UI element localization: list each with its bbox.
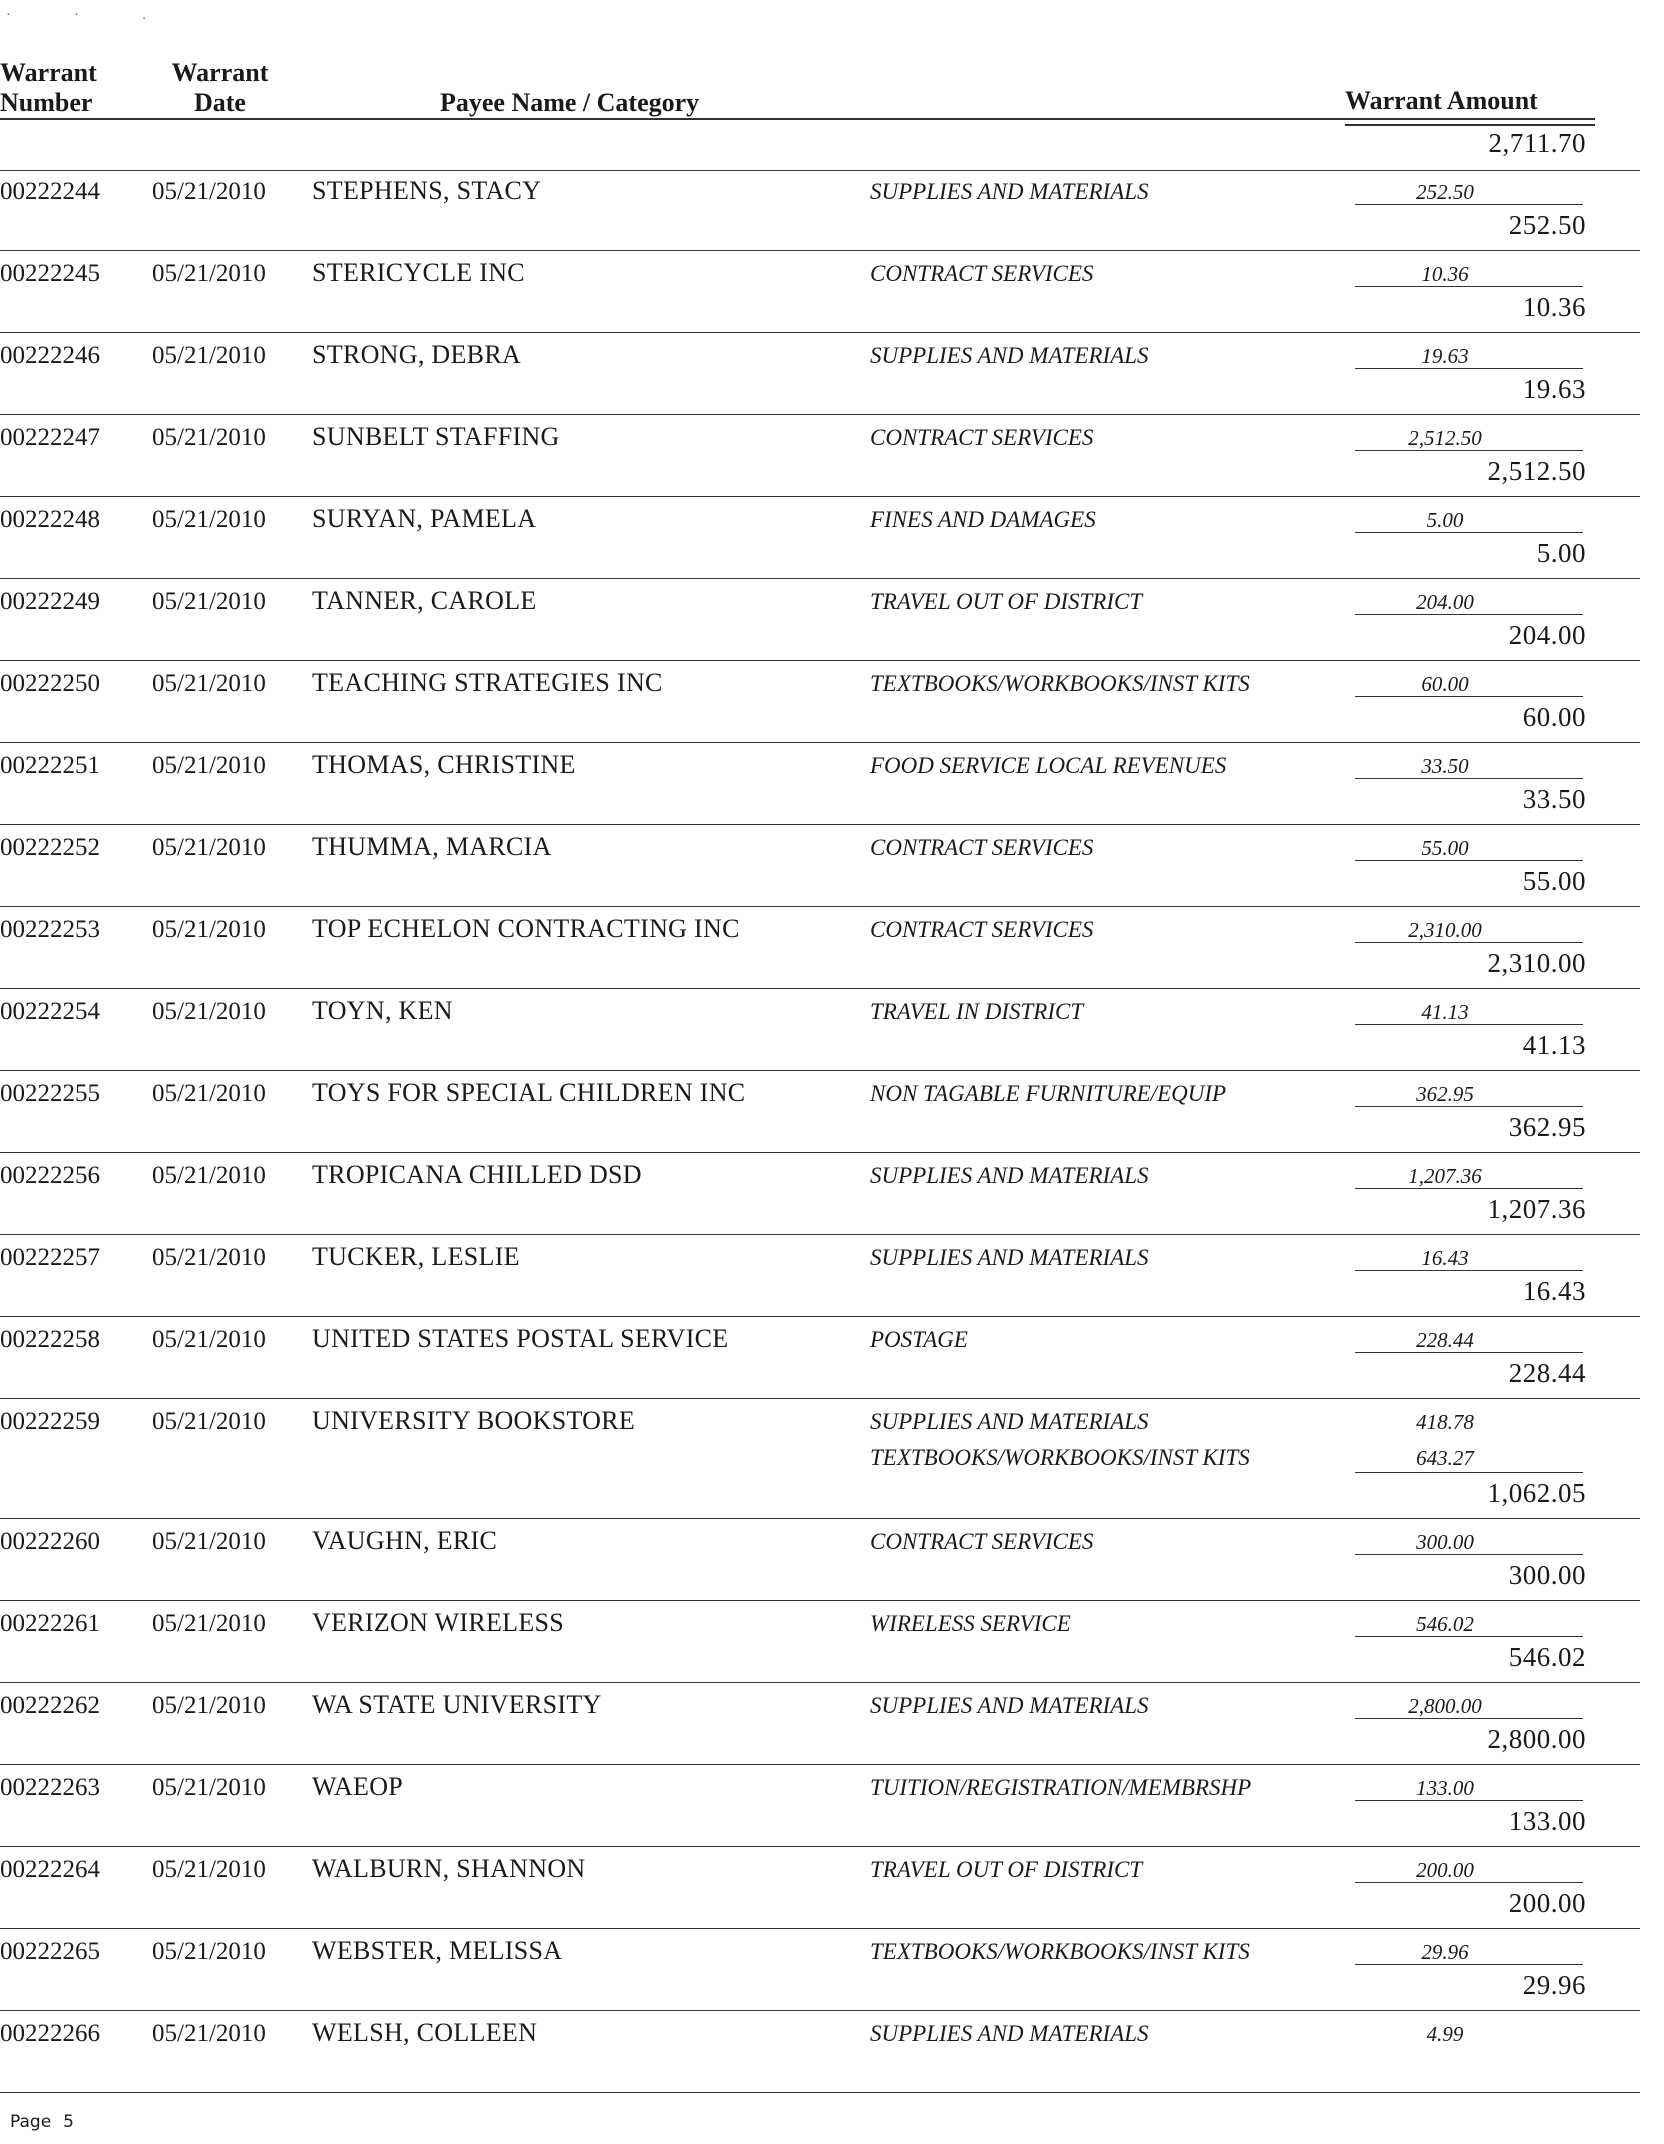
warrant-total: 16.43 xyxy=(1522,1276,1586,1306)
subtotal-rule xyxy=(1355,286,1583,287)
payee-name: TOYN, KEN xyxy=(312,996,453,1025)
header-warrant-number-line1: Warrant xyxy=(0,58,97,87)
payee-name: TANNER, CAROLE xyxy=(312,586,537,615)
line-amount: 362.95 xyxy=(1416,1082,1474,1106)
payee-name: TOP ECHELON CONTRACTING INC xyxy=(312,914,740,943)
category-list xyxy=(870,1688,1149,1724)
warrant-date: 05/21/2010 xyxy=(152,1408,266,1435)
line-amount: 10.36 xyxy=(1421,262,1469,286)
category-list xyxy=(870,830,1093,866)
row-separator xyxy=(0,332,1640,333)
subtotal-rule xyxy=(1355,778,1583,779)
category-list xyxy=(870,2016,1149,2052)
category: TRAVEL OUT OF DISTRICT xyxy=(870,1857,1143,1882)
warrant-total: 2,800.00 xyxy=(1487,1724,1586,1754)
row-separator xyxy=(0,414,1640,415)
row-separator xyxy=(0,824,1640,825)
warrant-date: 05/21/2010 xyxy=(152,1244,266,1271)
warrant-number: 00222261 xyxy=(0,1610,100,1637)
warrant-number: 00222247 xyxy=(0,424,100,451)
row-separator xyxy=(0,578,1640,579)
warrant-date: 05/21/2010 xyxy=(152,588,266,615)
warrant-total: 5.00 xyxy=(1536,538,1586,568)
category-list xyxy=(870,1322,968,1358)
row-separator xyxy=(0,1398,1640,1399)
subtotal-rule xyxy=(1355,1024,1583,1025)
category: CONTRACT SERVICES xyxy=(870,1529,1094,1554)
line-amount: 5.00 xyxy=(1426,508,1464,532)
warrant-number: 00222262 xyxy=(0,1692,100,1719)
category: CONTRACT SERVICES xyxy=(870,917,1094,942)
warrant-number: 00222244 xyxy=(0,178,100,205)
payee-name: UNITED STATES POSTAL SERVICE xyxy=(312,1324,729,1353)
warrant-total: 200.00 xyxy=(1508,1888,1586,1918)
row-separator xyxy=(0,1600,1640,1601)
warrant-date: 05/21/2010 xyxy=(152,1856,266,1883)
subtotal-rule xyxy=(1355,1188,1583,1189)
row-separator xyxy=(0,1928,1640,1929)
row-separator xyxy=(0,1070,1640,1071)
warrant-date: 05/21/2010 xyxy=(152,1162,266,1189)
payee-name: TOYS FOR SPECIAL CHILDREN INC xyxy=(312,1078,746,1107)
category-list xyxy=(870,912,1093,948)
subtotal-rule xyxy=(1355,1554,1583,1555)
warrant-number: 00222263 xyxy=(0,1774,100,1801)
row-separator xyxy=(0,1152,1640,1153)
row-separator xyxy=(0,1846,1640,1847)
category: NON TAGABLE FURNITURE/EQUIP xyxy=(870,1081,1227,1106)
warrant-date: 05/21/2010 xyxy=(152,1774,266,1801)
warrant-date: 05/21/2010 xyxy=(152,834,266,861)
header-warrant-amount: Warrant Amount xyxy=(1345,86,1538,115)
warrant-total: 33.50 xyxy=(1522,784,1586,814)
category: TRAVEL OUT OF DISTRICT xyxy=(870,589,1143,614)
category-list xyxy=(870,1606,1071,1642)
warrant-total: 2,310.00 xyxy=(1487,948,1586,978)
payee-name: TROPICANA CHILLED DSD xyxy=(312,1160,642,1189)
line-amount: 29.96 xyxy=(1421,1940,1469,1964)
line-amount: 33.50 xyxy=(1421,754,1469,778)
warrant-total: 204.00 xyxy=(1508,620,1586,650)
warrant-number: 00222265 xyxy=(0,1938,100,1965)
category: FOOD SERVICE LOCAL REVENUES xyxy=(870,753,1227,778)
category: TEXTBOOKS/WORKBOOKS/INST KITS xyxy=(870,1445,1250,1470)
category-list xyxy=(870,994,1083,1030)
line-amount: 1,207.36 xyxy=(1408,1164,1482,1188)
payee-name: WAEOP xyxy=(312,1772,404,1801)
header-double-rule xyxy=(1345,118,1595,126)
category: SUPPLIES AND MATERIALS xyxy=(870,2021,1149,2046)
category-list xyxy=(870,338,1149,374)
warrant-total: 546.02 xyxy=(1508,1642,1586,1672)
warrant-number: 00222266 xyxy=(0,2020,100,2047)
category: TRAVEL IN DISTRICT xyxy=(870,999,1084,1024)
payee-name: VERIZON WIRELESS xyxy=(312,1608,565,1637)
subtotal-rule xyxy=(1355,1106,1583,1107)
row-separator xyxy=(0,2010,1640,2011)
subtotal-rule xyxy=(1355,368,1583,369)
warrant-date: 05/21/2010 xyxy=(152,1326,266,1353)
category-list xyxy=(870,1524,1093,1560)
category-list xyxy=(870,1852,1142,1888)
row-separator xyxy=(0,988,1640,989)
category: WIRELESS SERVICE xyxy=(870,1611,1071,1636)
subtotal-rule xyxy=(1355,942,1583,943)
line-amount: 643.27 xyxy=(1416,1446,1474,1470)
warrant-date: 05/21/2010 xyxy=(152,342,266,369)
row-separator xyxy=(0,250,1640,251)
subtotal-rule xyxy=(1355,204,1583,205)
line-amount: 19.63 xyxy=(1421,344,1469,368)
category-list xyxy=(870,1158,1149,1194)
payee-name: WELSH, COLLEEN xyxy=(312,2018,538,2047)
warrant-date: 05/21/2010 xyxy=(152,424,266,451)
warrant-date: 05/21/2010 xyxy=(152,1938,266,1965)
payee-name: SUNBELT STAFFING xyxy=(312,422,560,451)
line-amount: 200.00 xyxy=(1416,1858,1474,1882)
line-amount: 2,800.00 xyxy=(1408,1694,1482,1718)
warrant-total: 10.36 xyxy=(1522,292,1586,322)
line-amount: 133.00 xyxy=(1416,1776,1474,1800)
line-amount: 546.02 xyxy=(1416,1612,1474,1636)
payee-name: SURYAN, PAMELA xyxy=(312,504,537,533)
warrant-total: 19.63 xyxy=(1522,374,1586,404)
row-separator xyxy=(0,742,1640,743)
line-amount: 60.00 xyxy=(1421,672,1469,696)
warrant-number: 00222253 xyxy=(0,916,100,943)
category: POSTAGE xyxy=(870,1327,968,1352)
subtotal-rule xyxy=(1355,1718,1583,1719)
category: SUPPLIES AND MATERIALS xyxy=(870,1693,1149,1718)
warrant-number: 00222257 xyxy=(0,1244,100,1271)
warrant-number: 00222259 xyxy=(0,1408,100,1435)
category-list xyxy=(870,1404,1250,1476)
payee-name: TEACHING STRATEGIES INC xyxy=(312,668,663,697)
subtotal-rule xyxy=(1355,1882,1583,1883)
payee-name: WALBURN, SHANNON xyxy=(312,1854,586,1883)
line-amount: 16.43 xyxy=(1421,1246,1469,1270)
page-footer xyxy=(10,2112,74,2132)
payee-name: TUCKER, LESLIE xyxy=(312,1242,520,1271)
payee-name: WEBSTER, MELISSA xyxy=(312,1936,563,1965)
warrant-number: 00222246 xyxy=(0,342,100,369)
category-list xyxy=(870,666,1250,702)
warrant-date: 05/21/2010 xyxy=(152,752,266,779)
warrant-total: 228.44 xyxy=(1508,1358,1586,1388)
warrant-date: 05/21/2010 xyxy=(152,2020,266,2047)
warrant-date: 05/21/2010 xyxy=(152,1610,266,1637)
category: SUPPLIES AND MATERIALS xyxy=(870,1245,1149,1270)
warrant-total: 362.95 xyxy=(1508,1112,1586,1142)
category: TEXTBOOKS/WORKBOOKS/INST KITS xyxy=(870,671,1250,696)
header-warrant-number xyxy=(0,58,112,118)
category-list xyxy=(870,1076,1226,1112)
category: SUPPLIES AND MATERIALS xyxy=(870,179,1149,204)
category: FINES AND DAMAGES xyxy=(870,507,1096,532)
subtotal-rule xyxy=(1355,696,1583,697)
warrant-total: 2,512.50 xyxy=(1487,456,1586,486)
category: CONTRACT SERVICES xyxy=(870,835,1094,860)
row-separator xyxy=(0,1764,1640,1765)
warrant-date: 05/21/2010 xyxy=(152,670,266,697)
warrant-number: 00222245 xyxy=(0,260,100,287)
category: SUPPLIES AND MATERIALS xyxy=(870,1163,1149,1188)
category-list xyxy=(870,502,1096,538)
page-label: Page xyxy=(10,2112,52,2132)
payee-name: STEPHENS, STACY xyxy=(312,176,542,205)
row-separator xyxy=(0,660,1640,661)
category-list xyxy=(870,256,1093,292)
line-amount: 204.00 xyxy=(1416,590,1474,614)
payee-name: STERICYCLE INC xyxy=(312,258,525,287)
warrant-date: 05/21/2010 xyxy=(152,1692,266,1719)
warrant-number: 00222248 xyxy=(0,506,100,533)
warrant-number: 00222252 xyxy=(0,834,100,861)
carried-total: 2,711.70 xyxy=(1488,128,1586,158)
warrant-date: 05/21/2010 xyxy=(152,1528,266,1555)
warrant-number: 00222250 xyxy=(0,670,100,697)
warrant-total: 55.00 xyxy=(1522,866,1586,896)
line-amount: 252.50 xyxy=(1416,180,1474,204)
subtotal-rule xyxy=(1355,532,1583,533)
row-separator xyxy=(0,1316,1640,1317)
subtotal-rule xyxy=(1355,1964,1583,1965)
subtotal-rule xyxy=(1355,614,1583,615)
line-amount: 418.78 xyxy=(1416,1410,1474,1434)
header-warrant-date-line1: Warrant xyxy=(171,58,269,87)
category: SUPPLIES AND MATERIALS xyxy=(870,343,1149,368)
line-amount-list xyxy=(1360,2016,1530,2052)
warrant-date: 05/21/2010 xyxy=(152,1080,266,1107)
row-separator xyxy=(0,2092,1640,2093)
payee-name: THOMAS, CHRISTINE xyxy=(312,750,576,779)
warrant-number: 00222251 xyxy=(0,752,100,779)
warrant-total: 300.00 xyxy=(1508,1560,1586,1590)
category-list xyxy=(870,420,1093,456)
subtotal-rule xyxy=(1355,1270,1583,1271)
category-list xyxy=(870,1770,1251,1806)
warrant-number: 00222254 xyxy=(0,998,100,1025)
line-amount: 300.00 xyxy=(1416,1530,1474,1554)
warrant-total: 133.00 xyxy=(1508,1806,1586,1836)
row-separator xyxy=(0,496,1640,497)
row-separator xyxy=(0,906,1640,907)
category-list xyxy=(870,584,1142,620)
category: CONTRACT SERVICES xyxy=(870,425,1094,450)
category-list xyxy=(870,1934,1250,1970)
header-warrant-date xyxy=(150,58,290,118)
payee-name: WA STATE UNIVERSITY xyxy=(312,1690,602,1719)
line-amount: 2,512.50 xyxy=(1408,426,1482,450)
category-list xyxy=(870,1240,1149,1276)
warrant-number: 00222255 xyxy=(0,1080,100,1107)
warrant-total: 60.00 xyxy=(1522,702,1586,732)
warrant-total: 1,207.36 xyxy=(1487,1194,1586,1224)
warrant-total: 29.96 xyxy=(1522,1970,1586,2000)
category: SUPPLIES AND MATERIALS xyxy=(870,1409,1149,1434)
line-amount: 41.13 xyxy=(1421,1000,1469,1024)
line-amount: 2,310.00 xyxy=(1408,918,1482,942)
subtotal-rule xyxy=(1355,450,1583,451)
scan-specks: · · . xyxy=(6,8,176,23)
row-separator xyxy=(0,1234,1640,1235)
warrant-date: 05/21/2010 xyxy=(152,178,266,205)
payee-name: THUMMA, MARCIA xyxy=(312,832,552,861)
subtotal-rule xyxy=(1355,1352,1583,1353)
subtotal-rule xyxy=(1355,860,1583,861)
warrant-number: 00222264 xyxy=(0,1856,100,1883)
warrant-number: 00222260 xyxy=(0,1528,100,1555)
warrant-number: 00222256 xyxy=(0,1162,100,1189)
payee-name: VAUGHN, ERIC xyxy=(312,1526,498,1555)
category: TUITION/REGISTRATION/MEMBRSHP xyxy=(870,1775,1252,1800)
category: TEXTBOOKS/WORKBOOKS/INST KITS xyxy=(870,1939,1250,1964)
subtotal-rule xyxy=(1355,1472,1583,1473)
warrant-total: 41.13 xyxy=(1522,1030,1586,1060)
warrant-date: 05/21/2010 xyxy=(152,260,266,287)
payee-name: UNIVERSITY BOOKSTORE xyxy=(312,1406,636,1435)
header-payee-category: Payee Name / Category xyxy=(440,88,700,117)
warrant-number: 00222258 xyxy=(0,1326,100,1353)
category-list xyxy=(870,174,1149,210)
category-list xyxy=(870,748,1226,784)
warrant-total: 252.50 xyxy=(1508,210,1586,240)
warrant-date: 05/21/2010 xyxy=(152,506,266,533)
header-warrant-date-line2: Date xyxy=(194,88,246,117)
carried-total-rule xyxy=(0,170,1640,171)
row-separator xyxy=(0,1682,1640,1683)
warrant-total: 1,062.05 xyxy=(1487,1478,1586,1508)
row-separator xyxy=(0,1518,1640,1519)
warrant-date: 05/21/2010 xyxy=(152,916,266,943)
line-amount: 4.99 xyxy=(1426,2022,1464,2046)
payee-name: STRONG, DEBRA xyxy=(312,340,522,369)
warrant-number: 00222249 xyxy=(0,588,100,615)
category: CONTRACT SERVICES xyxy=(870,261,1094,286)
line-amount-list xyxy=(1360,1404,1530,1476)
subtotal-rule xyxy=(1355,1800,1583,1801)
line-amount: 228.44 xyxy=(1416,1328,1474,1352)
page-number: 5 xyxy=(63,2112,74,2132)
header-warrant-number-line2: Number xyxy=(0,88,93,117)
line-amount: 55.00 xyxy=(1421,836,1469,860)
subtotal-rule xyxy=(1355,1636,1583,1637)
warrant-date: 05/21/2010 xyxy=(152,998,266,1025)
